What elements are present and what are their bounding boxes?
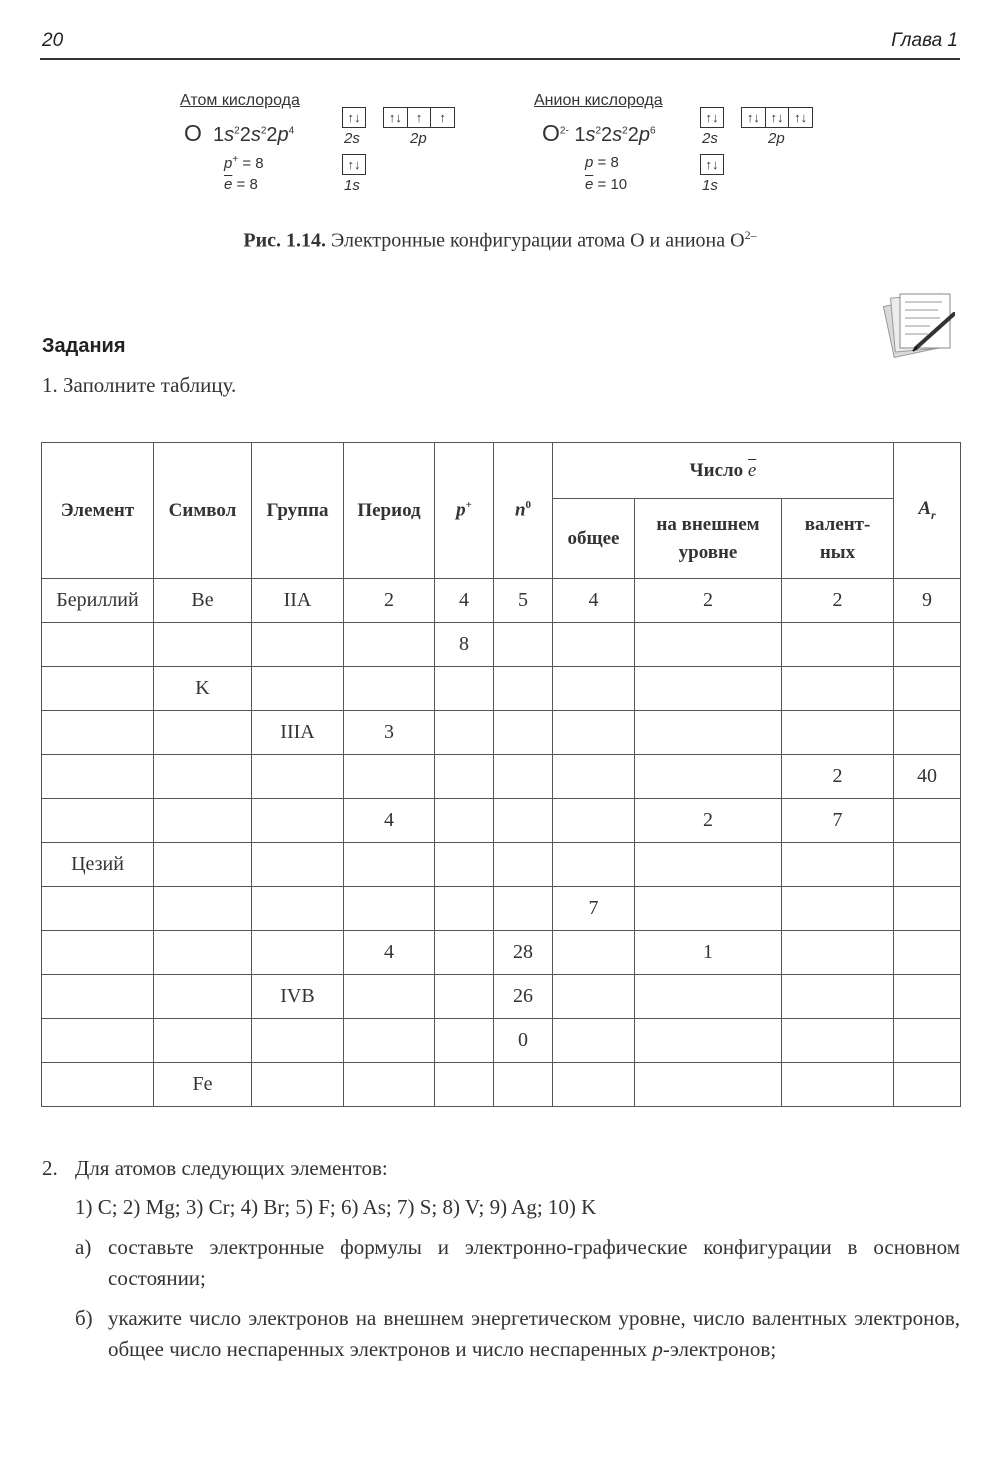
table-row [42, 579, 961, 623]
table-cell [252, 1019, 344, 1063]
table-cell: IIIA [252, 711, 344, 755]
table-cell [635, 623, 782, 667]
table-cell [435, 799, 494, 843]
anion-orbital-1s: ↑↓ [700, 154, 724, 175]
table-cell [344, 1019, 435, 1063]
table-cell [635, 975, 782, 1019]
table-cell: 26 [494, 975, 553, 1019]
table-cell [252, 667, 344, 711]
table-cell [894, 799, 961, 843]
table-cell [894, 711, 961, 755]
header-electrons-group: Число $\overline{e}$ [553, 443, 894, 499]
table-cell [494, 887, 553, 931]
table-cell [494, 755, 553, 799]
table-cell: 3 [344, 711, 435, 755]
header-outer-level: на внешнем уровне [635, 499, 782, 579]
table-cell [894, 931, 961, 975]
table-row [42, 755, 961, 799]
table-cell [553, 799, 635, 843]
table-cell [435, 1019, 494, 1063]
anion-label-2s: 2s [702, 130, 718, 147]
table-cell [782, 931, 894, 975]
atom-label-2p: 2p [410, 130, 427, 147]
table-cell [435, 755, 494, 799]
table-cell [553, 843, 635, 887]
atom-formula: O $1s^22s^22p^4$ [184, 120, 295, 146]
table-cell [894, 975, 961, 1019]
table-cell [494, 667, 553, 711]
notepad-pen-icon [880, 290, 955, 360]
atom-electrons: $\overline{e} = 8$ [224, 176, 258, 193]
table-cell [553, 1019, 635, 1063]
table-cell [494, 623, 553, 667]
header-valence: валент-ных [782, 499, 894, 579]
anion-orbital-2p: ↑↓ ↑↓ ↑↓ [741, 107, 813, 128]
anion-protons: p = 8 [585, 154, 619, 171]
table-cell [42, 1019, 154, 1063]
table-cell: 2 [782, 579, 894, 623]
table-cell [252, 887, 344, 931]
task-2-intro: Для атомов следующих элементов: [75, 1156, 388, 1180]
table-cell [553, 1063, 635, 1107]
table-cell [635, 711, 782, 755]
header-neutrons: $n^0$ [494, 443, 553, 579]
table-cell [494, 1063, 553, 1107]
table-cell [435, 1063, 494, 1107]
table-cell [782, 843, 894, 887]
anion-label-2p: 2p [768, 130, 785, 147]
task-2-a-label: а) [75, 1235, 92, 1259]
task-1-text: 1. Заполните таблицу. [42, 373, 237, 397]
table-cell [553, 931, 635, 975]
header-total: общее [553, 499, 635, 579]
table-cell [42, 1063, 154, 1107]
table-cell [42, 755, 154, 799]
table-cell [344, 843, 435, 887]
atom-orbital-2s: ↑↓ [342, 107, 366, 128]
table-cell [154, 755, 252, 799]
task-2-b-label: б) [75, 1306, 93, 1330]
atom-orbital-2p: ↑↓ ↑ ↑ [383, 107, 455, 128]
table-cell [553, 623, 635, 667]
table-cell [782, 1019, 894, 1063]
figure-caption: Рис. 1.14. Электронные конфигурации атома O и аниона $O^{2-}$ [243, 228, 757, 252]
table-row [42, 711, 961, 755]
table-cell: 1 [635, 931, 782, 975]
table-cell [42, 623, 154, 667]
table-cell [252, 755, 344, 799]
table-cell [894, 1063, 961, 1107]
header-protons: p+ [435, 443, 494, 579]
header-symbol: Символ [154, 443, 252, 579]
table-cell: 5 [494, 579, 553, 623]
table-cell [494, 711, 553, 755]
table-cell [344, 1063, 435, 1107]
chapter-title: Глава 1 [891, 30, 958, 51]
table-cell [635, 1019, 782, 1063]
table-cell: 8 [435, 623, 494, 667]
atom-heading: Атом кислорода [180, 92, 300, 109]
table-cell [894, 623, 961, 667]
table-cell [635, 667, 782, 711]
atom-label-2s: 2s [344, 130, 360, 147]
header-element: Элемент [42, 443, 154, 579]
table-cell: 2 [782, 755, 894, 799]
table-cell [344, 623, 435, 667]
table-cell [154, 887, 252, 931]
table-cell [154, 843, 252, 887]
table-cell [553, 667, 635, 711]
atom-protons: p+ = 8 [224, 154, 264, 172]
anion-electrons: $\overline{e} = 10$ [585, 176, 628, 193]
table-cell [782, 975, 894, 1019]
table-cell [42, 887, 154, 931]
table-cell: IVB [252, 975, 344, 1019]
table-cell [782, 1063, 894, 1107]
table-cell: 4 [435, 579, 494, 623]
anion-heading: Анион кислорода [534, 92, 663, 109]
table-cell [154, 711, 252, 755]
table-cell: Be [154, 579, 252, 623]
anion-label-1s: 1s [702, 177, 718, 194]
atom-orbital-1s: ↑↓ [342, 154, 366, 175]
table-cell [635, 843, 782, 887]
table-cell [154, 975, 252, 1019]
task-2-a-text: составьте электронные формулы и электронно-графические конфигурации в основном состоянии; [108, 1235, 960, 1290]
table-cell [553, 755, 635, 799]
table-cell [252, 931, 344, 975]
table-cell [635, 887, 782, 931]
header-mass: $A_r$ [894, 443, 961, 579]
table-cell [42, 931, 154, 975]
table-cell [494, 799, 553, 843]
table-row [42, 799, 961, 843]
figure-electron-configurations [170, 90, 830, 205]
table-cell [782, 711, 894, 755]
table-cell: Бериллий [42, 579, 154, 623]
table-cell [435, 667, 494, 711]
table-cell: 40 [894, 755, 961, 799]
table-cell [894, 1019, 961, 1063]
atom-label-1s: 1s [344, 177, 360, 194]
table-cell [435, 887, 494, 931]
table-cell [252, 799, 344, 843]
table-cell [154, 623, 252, 667]
table-cell [894, 667, 961, 711]
table-cell [553, 711, 635, 755]
table-cell: 0 [494, 1019, 553, 1063]
task-2-number: 2. [42, 1156, 58, 1180]
table-cell [42, 799, 154, 843]
task-2-b-text: укажите число электронов на внешнем энергетическом уровне, число валентных электронов, общее число неспаренных электронов и число неспаренных p-электронов; [108, 1306, 960, 1361]
table-cell [42, 667, 154, 711]
tasks-title: Задания [42, 335, 126, 357]
table-cell: 4 [344, 799, 435, 843]
table-cell: Fe [154, 1063, 252, 1107]
header-group: Группа [252, 443, 344, 579]
table-cell: K [154, 667, 252, 711]
table-cell: 28 [494, 931, 553, 975]
table-cell [435, 711, 494, 755]
table-cell [635, 755, 782, 799]
table-row [42, 887, 961, 931]
table-cell [894, 843, 961, 887]
anion-formula: $O^{2-}$ $1s^22s^22p^6$ [542, 120, 656, 146]
table-row [42, 667, 961, 711]
table-cell [42, 711, 154, 755]
table-cell [252, 623, 344, 667]
table-cell [154, 1019, 252, 1063]
table-cell: 7 [782, 799, 894, 843]
anion-orbital-2s: ↑↓ [700, 107, 724, 128]
table-cell [344, 975, 435, 1019]
task-2-elements: 1) C; 2) Mg; 3) Cr; 4) Br; 5) F; 6) As; 7) S; 8) V; 9) Ag; 10) K [75, 1195, 597, 1219]
table-cell [494, 843, 553, 887]
table-cell [344, 667, 435, 711]
table-cell: 2 [635, 799, 782, 843]
table-cell [782, 623, 894, 667]
table-cell [154, 799, 252, 843]
table-row [42, 931, 961, 975]
table-cell [344, 755, 435, 799]
table-row [42, 1019, 961, 1063]
table-row [42, 1063, 961, 1107]
table-cell [635, 1063, 782, 1107]
table-cell [154, 931, 252, 975]
table-cell [782, 667, 894, 711]
table-cell [252, 1063, 344, 1107]
table-cell [435, 843, 494, 887]
table-cell: 2 [635, 579, 782, 623]
table-cell: Цезий [42, 843, 154, 887]
table-cell [435, 931, 494, 975]
table-cell [894, 887, 961, 931]
table-row [42, 843, 961, 887]
table-cell [252, 843, 344, 887]
table-row [42, 975, 961, 1019]
table-row [42, 623, 961, 667]
table-cell: IIA [252, 579, 344, 623]
table-cell: 9 [894, 579, 961, 623]
header-period: Период [344, 443, 435, 579]
table-cell: 7 [553, 887, 635, 931]
table-cell: 4 [553, 579, 635, 623]
page-header [40, 30, 960, 60]
table-cell [782, 887, 894, 931]
table-cell [42, 975, 154, 1019]
table-cell [344, 887, 435, 931]
table-cell [553, 975, 635, 1019]
table-cell [435, 975, 494, 1019]
elements-table [41, 442, 961, 1107]
table-cell: 4 [344, 931, 435, 975]
table-cell: 2 [344, 579, 435, 623]
page-number: 20 [42, 30, 64, 51]
